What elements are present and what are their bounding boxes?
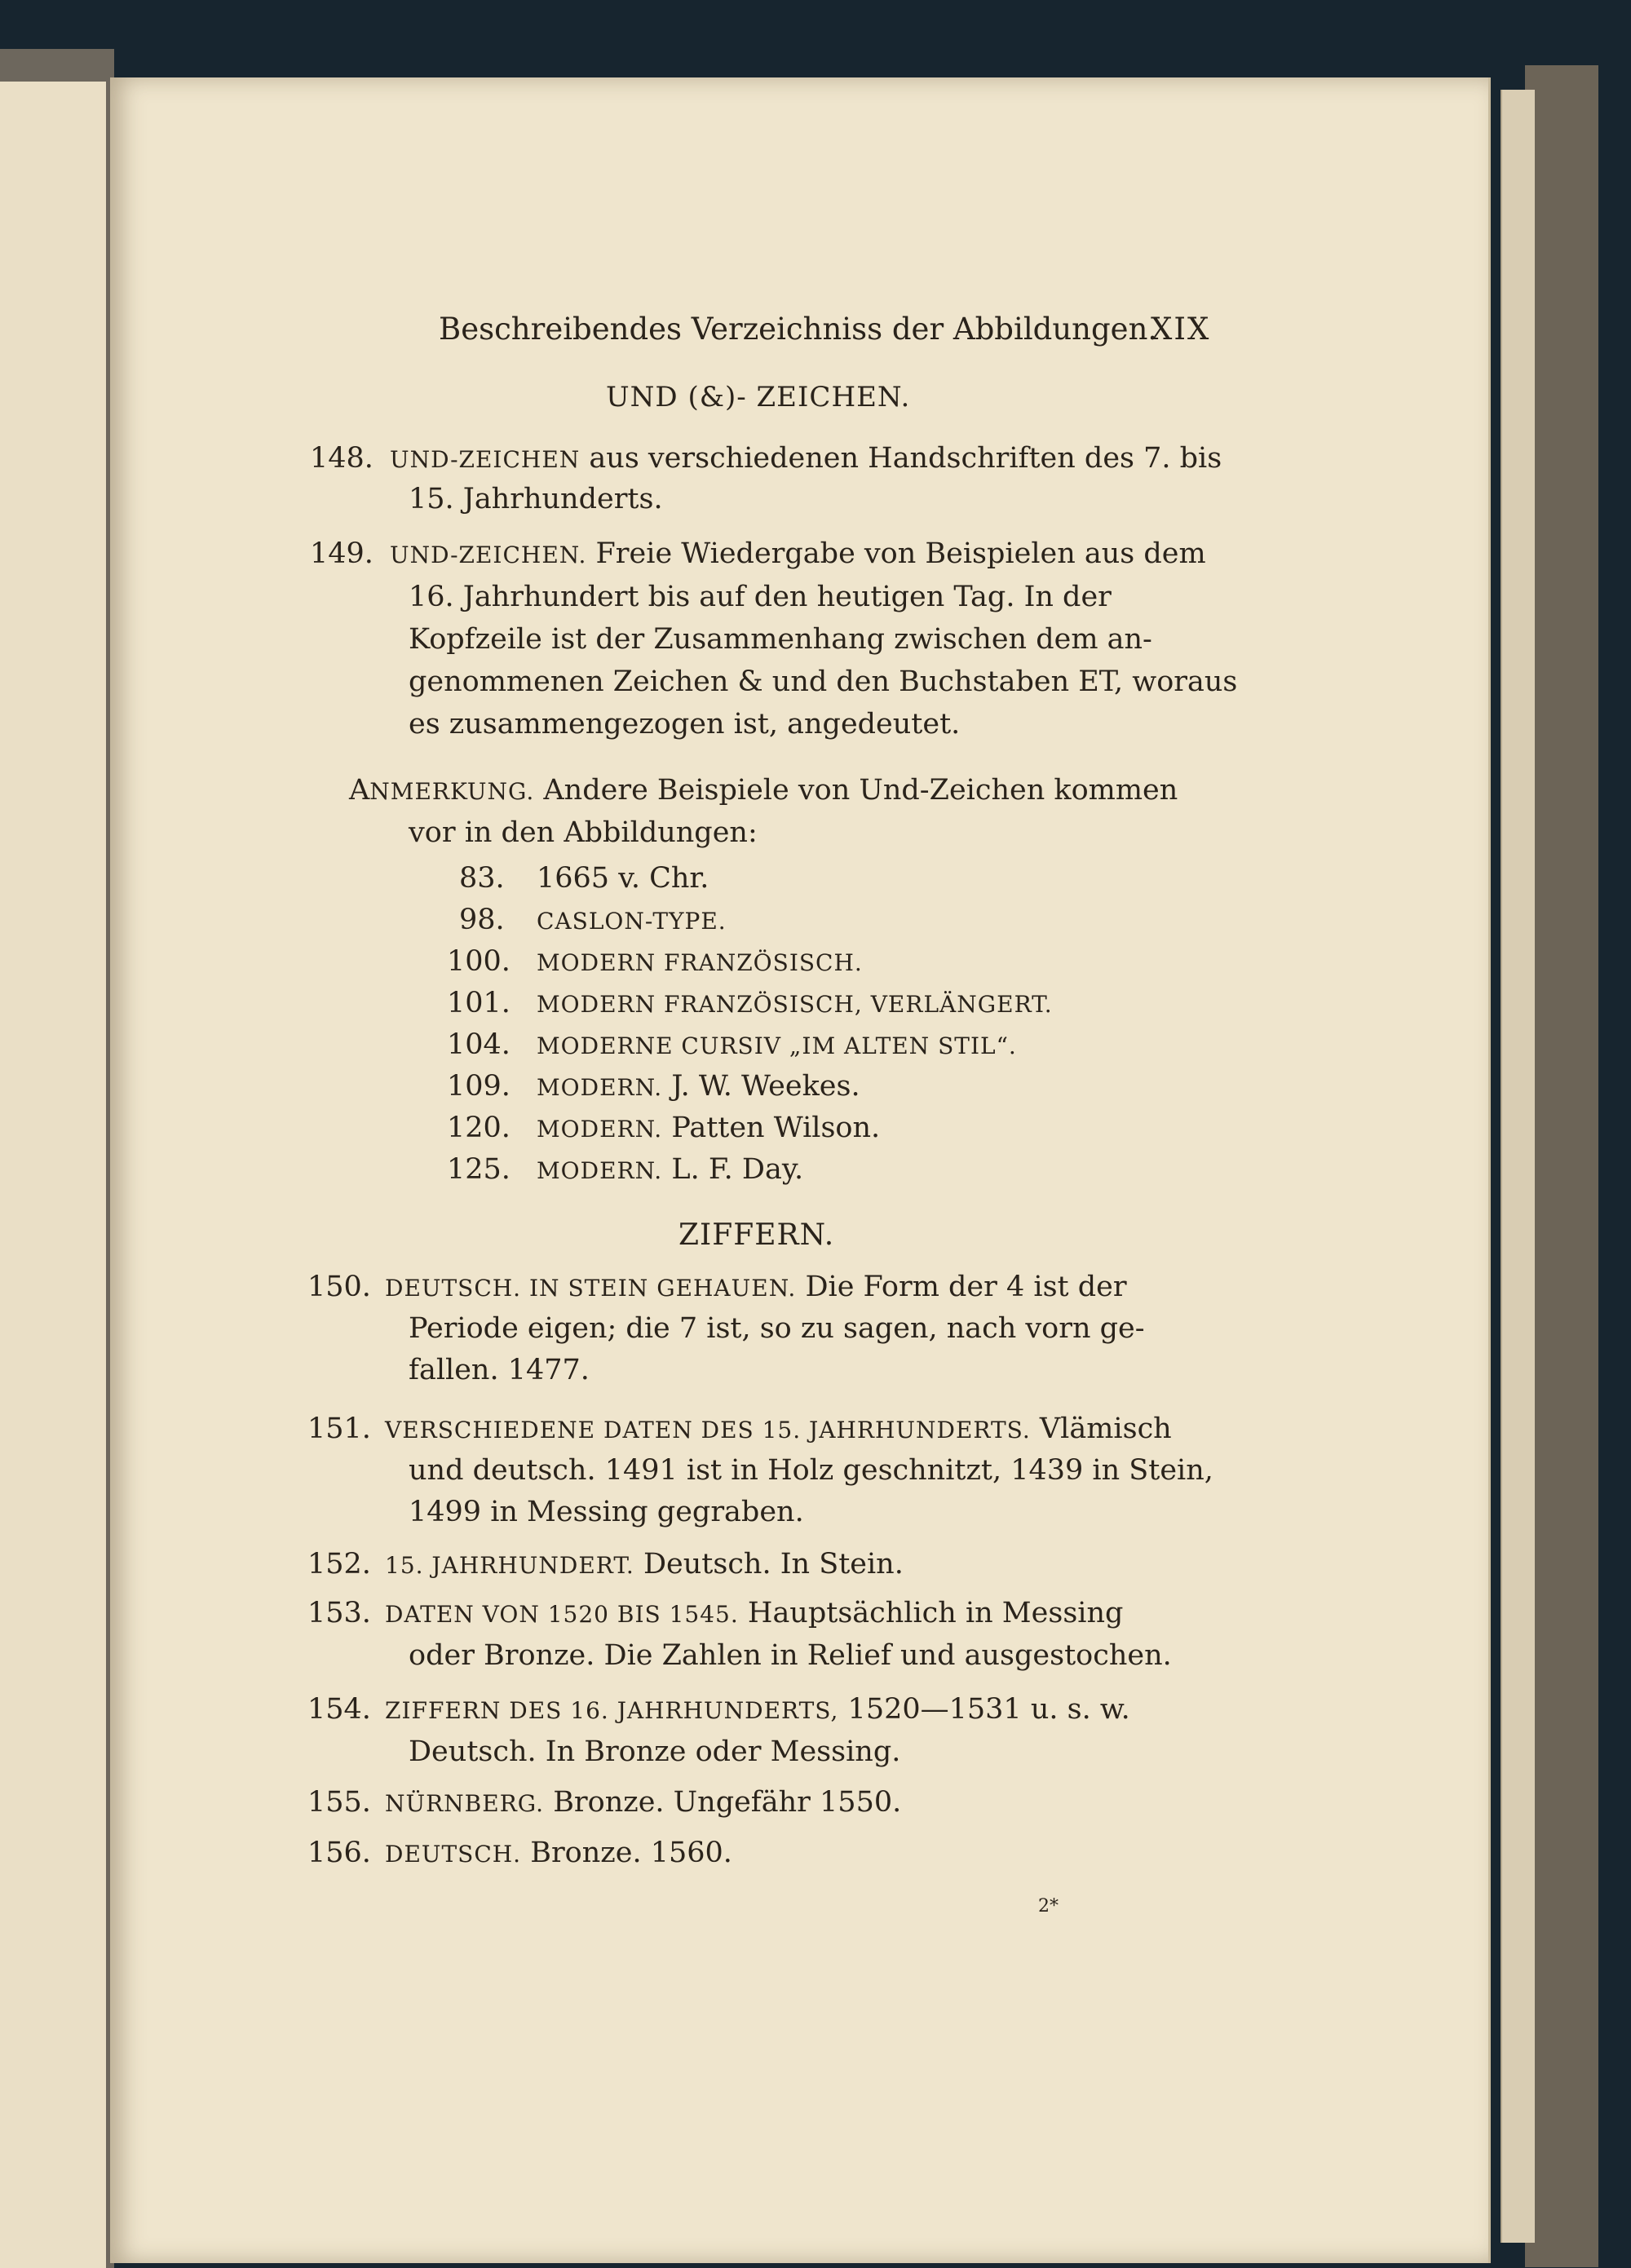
entry-number: 150.: [307, 1271, 371, 1303]
note-item-number: 125.: [447, 1153, 511, 1186]
entry-149-line: 16. Jahrhundert bis auf den heutigen Tag. In der: [409, 581, 1112, 613]
note-item-text: MODERN. Patten Wilson.: [537, 1112, 881, 1144]
book-cover-right: [1525, 65, 1598, 2267]
page-edge: [1501, 90, 1535, 2243]
note-item-text: MODERNE CURSIV „IM ALTEN STIL“.: [537, 1032, 1017, 1059]
entry-148: UND-ZEICHEN aus verschiedenen Handschriften des 7. bis: [390, 442, 1222, 475]
entry-number: 154.: [307, 1693, 371, 1726]
entry-number: 148.: [310, 442, 373, 475]
facing-page: [0, 82, 106, 2268]
running-header: Beschreibendes Verzeichniss der Abbildungen.: [439, 312, 1158, 347]
note-item-text: CASLON-TYPE.: [537, 908, 727, 935]
section-heading-ziffern: ZIFFERN.: [678, 1218, 835, 1252]
note-item-text: 1665 v. Chr.: [537, 862, 709, 895]
entry-number: 151.: [307, 1413, 371, 1445]
entry-152: 15. JAHRHUNDERT. Deutsch. In Stein.: [385, 1548, 904, 1581]
entry-number: 155.: [307, 1786, 371, 1819]
note-item-number: 109.: [447, 1070, 511, 1103]
entry-153: DATEN VON 1520 BIS 1545. Hauptsächlich in Messing: [385, 1597, 1124, 1629]
entry-149-line: genommenen Zeichen & und den Buchstaben ET, woraus: [409, 665, 1238, 698]
note-item-text: MODERN. J. W. Weekes.: [537, 1070, 860, 1103]
note-item-number: 104.: [447, 1028, 511, 1061]
entry-153-line: oder Bronze. Die Zahlen in Relief und ausgestochen.: [409, 1639, 1172, 1672]
note-item-number: 101.: [447, 987, 511, 1019]
entry-154-line: Deutsch. In Bronze oder Messing.: [409, 1735, 901, 1768]
note-intro: ANMERKUNG. Andere Beispiele von Und-Zeichen kommen: [349, 774, 1178, 807]
entry-number: 149.: [310, 537, 373, 570]
entry-154: ZIFFERN DES 16. JAHRHUNDERTS, 1520—1531 u. s. w.: [385, 1693, 1130, 1726]
page: [110, 77, 1491, 2263]
entry-151-line: und deutsch. 1491 ist in Holz geschnitzt, 1439 in Stein,: [409, 1454, 1213, 1487]
entry-149: UND-ZEICHEN. Freie Wiedergabe von Beispielen aus dem: [390, 537, 1206, 570]
entry-148-line: 15. Jahrhunderts.: [409, 483, 663, 515]
entry-149-line: Kopfzeile ist der Zusammenhang zwischen dem an-: [409, 623, 1152, 656]
note-item-text: MODERN. L. F. Day.: [537, 1153, 804, 1186]
note-line: vor in den Abbildungen:: [409, 816, 758, 849]
note-item-number: 83.: [459, 862, 505, 895]
entry-151: VERSCHIEDENE DATEN DES 15. JAHRHUNDERTS. Vlämisch: [385, 1413, 1172, 1445]
entry-150-line: Periode eigen; die 7 ist, so zu sagen, nach vorn ge-: [409, 1312, 1145, 1345]
section-heading-und: UND (&)- ZEICHEN.: [606, 381, 911, 413]
note-item-text: MODERN FRANZÖSISCH, VERLÄNGERT.: [537, 991, 1053, 1018]
page-numeral: XIX: [1151, 312, 1211, 347]
note-item-number: 98.: [459, 904, 505, 936]
entry-155: NÜRNBERG. Bronze. Ungefähr 1550.: [385, 1786, 902, 1819]
entry-151-line: 1499 in Messing gegraben.: [409, 1496, 804, 1528]
entry-156: DEUTSCH. Bronze. 1560.: [385, 1837, 732, 1869]
note-item-number: 100.: [447, 945, 511, 978]
note-item-number: 120.: [447, 1112, 511, 1144]
note-item-text: MODERN FRANZÖSISCH.: [537, 949, 863, 976]
entry-150: DEUTSCH. IN STEIN GEHAUEN. Die Form der 4 ist der: [385, 1271, 1127, 1303]
entry-number: 152.: [307, 1548, 371, 1581]
entry-number: 153.: [307, 1597, 371, 1629]
entry-number: 156.: [307, 1837, 371, 1869]
signature-mark: 2*: [1038, 1896, 1059, 1917]
entry-150-line: fallen. 1477.: [409, 1354, 590, 1386]
entry-149-line: es zusammengezogen ist, angedeutet.: [409, 708, 961, 741]
